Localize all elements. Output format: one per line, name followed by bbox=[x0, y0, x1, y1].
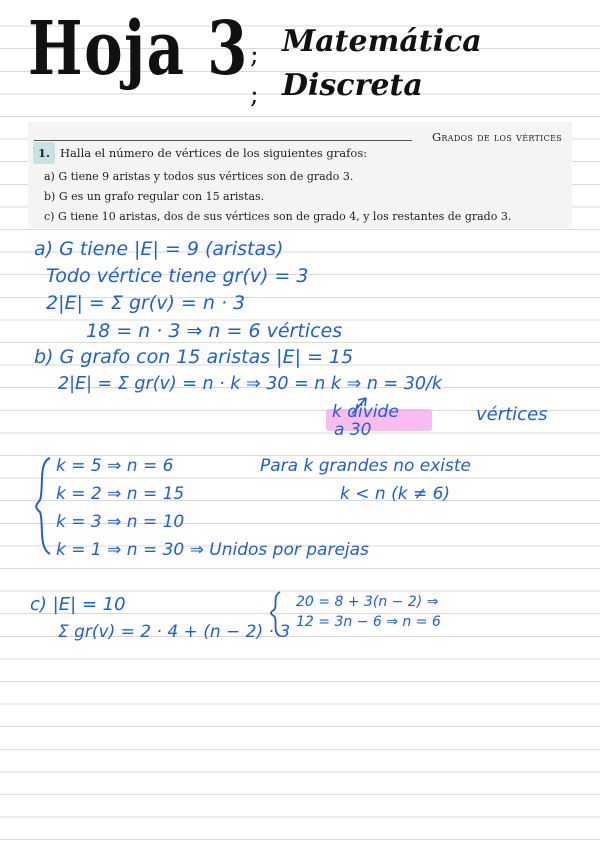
note-b-line1: b) G grafo con 15 aristas |E| = 15 bbox=[34, 346, 354, 368]
title-semicolon-1: ; bbox=[250, 40, 259, 70]
k-arrow bbox=[352, 398, 366, 414]
exercise-question: Halla el número de vértices de los siguientes grafos: bbox=[60, 146, 368, 160]
note-k-remark-1: Para k grandes no existe bbox=[260, 456, 472, 476]
note-a-line4: 18 = n · 3 ⇒ n = 6 vértices bbox=[86, 320, 343, 342]
case-brace bbox=[36, 458, 50, 554]
subject-line-1: Matemática bbox=[282, 24, 482, 59]
note-k-case-3: k = 3 ⇒ n = 10 bbox=[56, 512, 185, 532]
page-title: Hoja 3 bbox=[28, 6, 249, 92]
note-a-line3: 2|E| = Σ gr(v) = n · 3 bbox=[46, 292, 246, 314]
note-a-line2: Todo vértice tiene gr(v) = 3 bbox=[46, 265, 309, 287]
sheet-section-title: Grados de los vértices bbox=[431, 130, 562, 144]
note-a-line1: a) G tiene |E| = 9 (aristas) bbox=[34, 238, 284, 260]
exercise-option-c: c) G tiene 10 aristas, dos de sus vértices son de grado 4, y los restantes de grado 3. bbox=[44, 210, 512, 223]
note-k-case-5: k = 5 ⇒ n = 6 bbox=[56, 456, 174, 476]
exercise-number: 1. bbox=[33, 142, 55, 164]
note-b-kdivide: k divide bbox=[332, 402, 399, 422]
note-b-vertices: vértices bbox=[476, 404, 548, 425]
note-k-remark-2: k < n (k ≠ 6) bbox=[340, 484, 451, 504]
subject-line-2: Discreta bbox=[282, 68, 423, 103]
note-b-a30: a 30 bbox=[334, 420, 372, 440]
system-brace bbox=[271, 592, 280, 636]
exercise-option-b: b) G es un grafo regular con 15 aristas. bbox=[44, 190, 265, 203]
note-c-line4: 12 = 3n − 6 ⇒ n = 6 bbox=[296, 614, 441, 630]
note-c-line3: 20 = 8 + 3(n − 2) ⇒ bbox=[296, 594, 439, 610]
exercise-option-a: a) G tiene 9 aristas y todos sus vértices son de grado 3. bbox=[44, 170, 354, 183]
note-c-line2: Σ gr(v) = 2 · 4 + (n − 2) · 3 bbox=[58, 622, 291, 642]
note-k-case-1: k = 1 ⇒ n = 30 ⇒ Unidos por parejas bbox=[56, 540, 369, 560]
note-b-line2: 2|E| = Σ gr(v) = n · k ⇒ 30 = n k ⇒ n = 30/k bbox=[58, 374, 443, 394]
note-c-line1: c) |E| = 10 bbox=[30, 594, 126, 615]
title-semicolon-2: ; bbox=[250, 80, 259, 110]
note-k-case-2: k = 2 ⇒ n = 15 bbox=[56, 484, 185, 504]
